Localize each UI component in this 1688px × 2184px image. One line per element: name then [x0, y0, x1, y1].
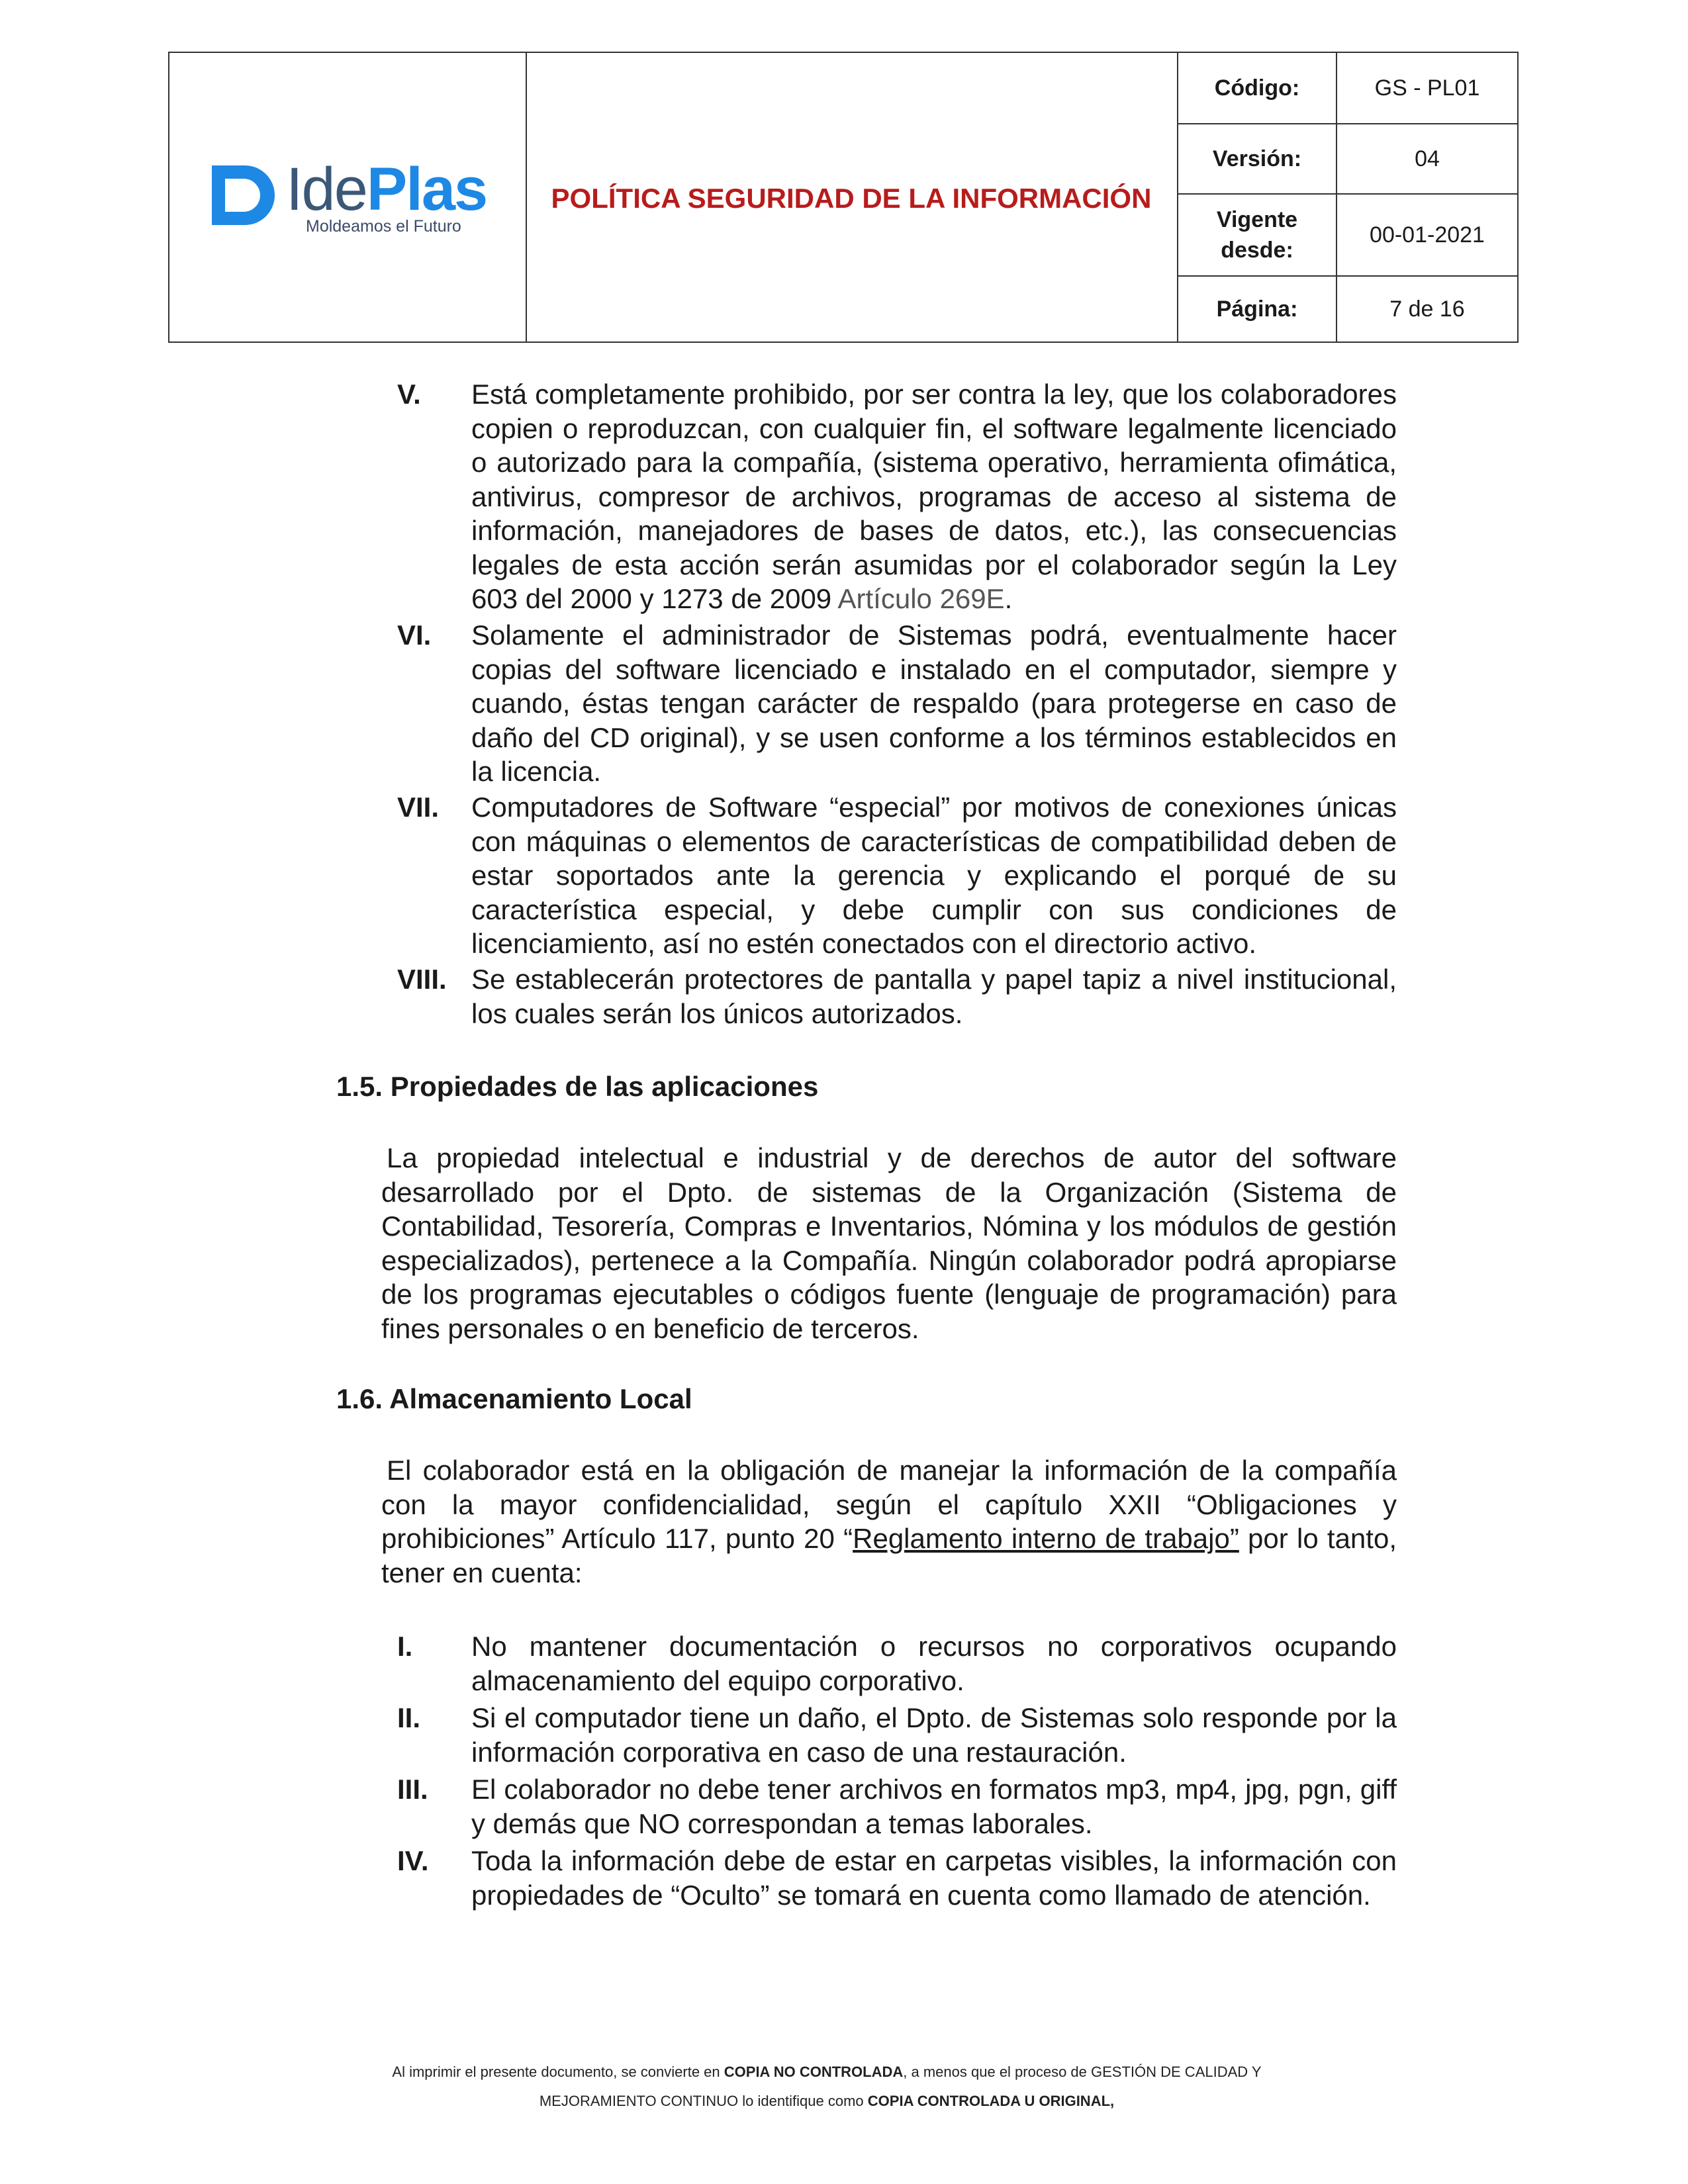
vigente-label-line: desde:: [1221, 238, 1293, 263]
codigo-label: Código:: [1214, 75, 1300, 101]
vigente-value: 00-01-2021: [1370, 222, 1485, 248]
footer-emphasis: COPIA CONTROLADA U ORIGINAL,: [867, 2093, 1115, 2109]
document-title: POLÍTICA SEGURIDAD DE LA INFORMACIÓN: [551, 183, 1152, 214]
vigente-label-line: Vigente: [1216, 207, 1298, 232]
list-number: VII.: [397, 792, 440, 823]
law-reference: Artículo 269E: [837, 583, 1005, 614]
version-label: Versión:: [1212, 146, 1302, 171]
logo-tagline: Moldeamos el Futuro: [306, 217, 461, 236]
list-text: Toda la información debe de estar en carpetas visibles, la información con propiedades de “Oculto” se tomará en cuenta como llamado de atención.: [471, 1845, 1397, 1911]
footer-text: , a menos que el proceso de GESTIÓN DE CALIDAD Y: [903, 2064, 1262, 2080]
footer-text: MEJORAMIENTO CONTINUO lo identifique como: [539, 2093, 868, 2109]
list-text-body: Está completamente prohibido, por ser contra la ley, que los colaboradores copien o reproduzcan, con cualquier fin, el software legalmente licenciado o autorizado para la compañía, (sistema operativo, herramienta ofimática, antivirus, compresor de archivos, programas de acceso al sistema de información, manejadores de bases de datos, etc.), las consecuencias legales de esta acción serán asumidas por el colaborador según la Ley 603 del 2000 y 1273 de 2009: [471, 379, 1397, 614]
pagina-value: 7 de 16: [1389, 296, 1465, 322]
vigente-label: [1178, 195, 1336, 275]
list-text: El colaborador no debe tener archivos en formatos mp3, mp4, jpg, pgn, giff y demás que NO correspondan a temas laborales.: [471, 1774, 1397, 1839]
document-header: [168, 52, 1519, 343]
list-text: Computadores de Software “especial” por motivos de conexiones únicas con máquinas o elementos de características de compatibilidad deben de estar soportados ante la gerencia y explicando el porqué de su característica especial, y debe cumplir con sus condiciones de licenciamiento, así no estén conectados con el directorio activo.: [471, 792, 1397, 959]
list-number: II.: [397, 1702, 421, 1733]
logo-wordmark: IdePlas: [286, 156, 487, 223]
section-heading: 1.5. Propiedades de las aplicaciones: [336, 1071, 819, 1102]
section-heading: 1.6. Almacenamiento Local: [336, 1383, 692, 1414]
paragraph-text: El colaborador está en la obligación de manejar la información de la compañía con la mayor confidencialidad, según el capítulo XXII “Obligaciones y prohibiciones” Artículo 117, punto 20 “: [381, 1455, 1397, 1554]
codigo-value: GS - PL01: [1374, 75, 1480, 101]
section-paragraph: La propiedad intelectual e industrial y de derechos de autor del software desarrollado por el Dpto. de sistemas de la Organización (Sistema de Contabilidad, Tesorería, Compras e Inventarios, Nómina y los módulos de gestión especializados), pertenece a la Compañía. Ningún colaborador podrá apropiarse de los programas ejecutables o códigos fuente (lenguaje de programación) para fines personales o en beneficio de terceros.: [381, 1142, 1397, 1344]
footer-text: Al imprimir el presente documento, se convierte en: [392, 2064, 724, 2080]
list-number: V.: [397, 379, 421, 410]
footer-emphasis: COPIA NO CONTROLADA: [724, 2064, 904, 2080]
list-text: No mantener documentación o recursos no corporativos ocupando almacenamiento del equipo corporativo.: [471, 1631, 1397, 1696]
list-text: Si el computador tiene un daño, el Dpto. de Sistemas solo responde por la información corporativa en caso de una restauración.: [471, 1702, 1397, 1768]
list-number: III.: [397, 1774, 428, 1805]
section-paragraph: [381, 1453, 1397, 1590]
list-number: IV.: [397, 1845, 429, 1876]
list-text: Se establecerán protectores de pantalla y papel tapiz a nivel institucional, los cuales serán los únicos autorizados.: [471, 964, 1397, 1029]
list-text-end: .: [1004, 583, 1013, 614]
footer-line-2: [0, 2093, 1671, 2110]
list-text: Solamente el administrador de Sistemas podrá, eventualmente hacer copias del software licenciado e instalado en el computador, siempre y cuando, éstas tengan carácter de respaldo (para protegerse en caso de daño del CD original), y se usen conforme a los términos establecidos en la licencia.: [471, 619, 1397, 787]
paragraph-text: por lo tanto, tener en cuenta:: [381, 1523, 1397, 1588]
reglamento-link[interactable]: Reglamento interno de trabajo”: [853, 1523, 1239, 1554]
footer-line-1: [0, 2064, 1671, 2081]
list-number: I.: [397, 1631, 413, 1662]
list-text: [471, 377, 1397, 616]
list-number: VIII.: [397, 964, 447, 995]
list-number: VI.: [397, 619, 432, 651]
pagina-label: Página:: [1216, 296, 1298, 322]
version-value: 04: [1415, 146, 1440, 171]
company-logo-icon: [205, 159, 278, 232]
